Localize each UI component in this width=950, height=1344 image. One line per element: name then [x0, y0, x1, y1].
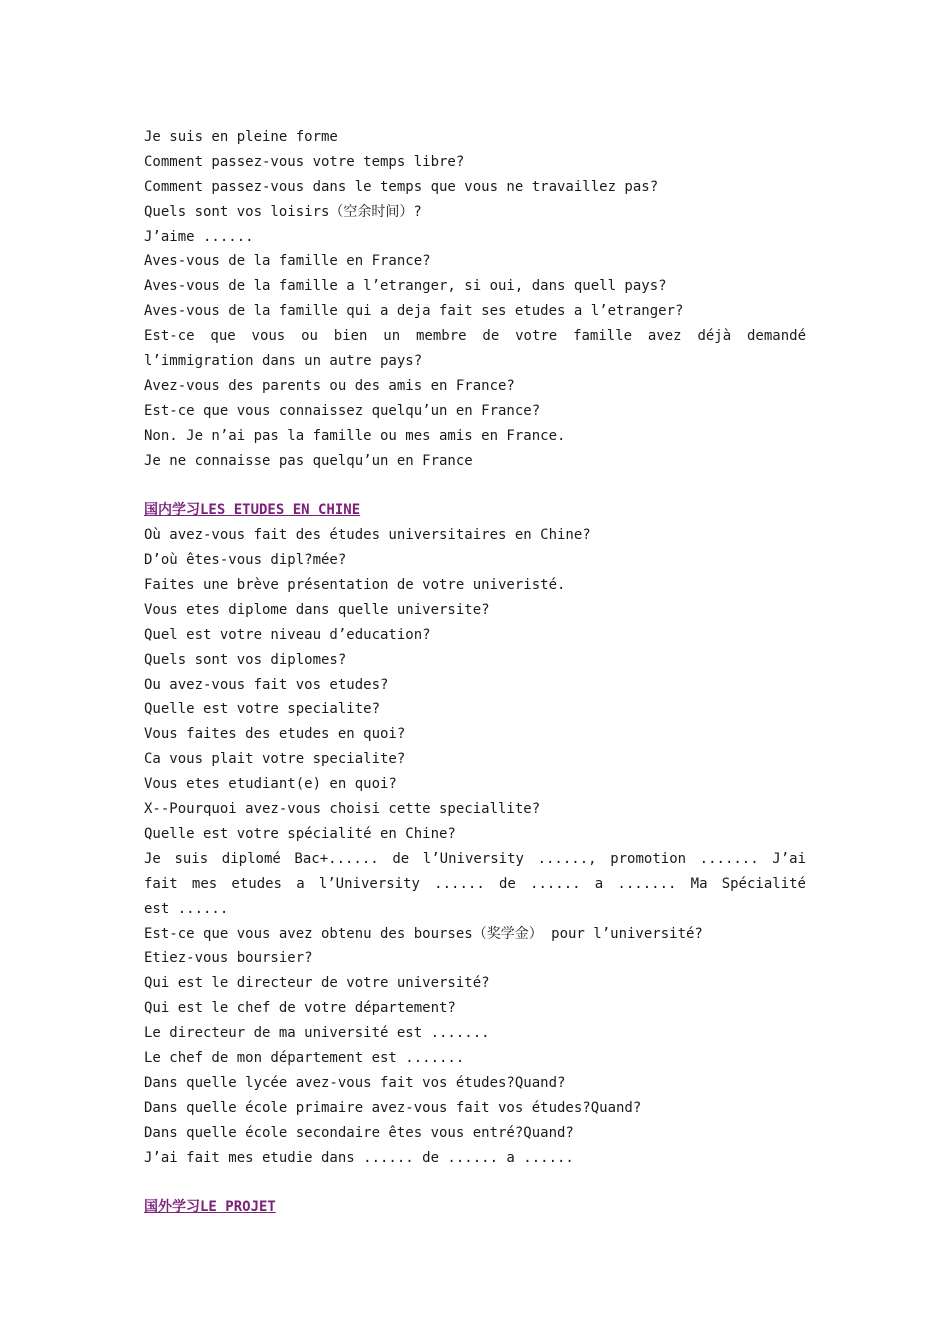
- text-line: Comment passez-vous votre temps libre?: [144, 153, 465, 170]
- text-line: Quelle est votre specialite?: [144, 701, 381, 718]
- text-line: Je suis en pleine forme: [144, 129, 338, 145]
- text-line: Vous faites des etudes en quoi?: [144, 726, 406, 743]
- text-line: Ou avez-vous fait vos etudes?: [144, 676, 389, 693]
- text-line: Quels sont vos diplomes?: [144, 651, 347, 668]
- text-line: Ca vous plait votre specialite?: [144, 751, 406, 768]
- section-personal: [144, 125, 806, 473]
- text-line: Je suis diplomé Bac+...... de l’University ......, promotion ....... J’ai: [144, 850, 806, 867]
- text-line: Est-ce que vous ou bien un membre de votre famille avez déjà demandé: [144, 328, 806, 345]
- section-studies-china: [144, 498, 806, 1170]
- section-heading-link[interactable]: 国内学习LES ETUDES EN CHINE: [144, 502, 361, 519]
- section-project: [144, 1195, 806, 1220]
- paragraph-spacer: [144, 473, 806, 498]
- section-heading-link[interactable]: 国外学习LE PROJET: [144, 1199, 276, 1216]
- text-line: Etiez-vous boursier?: [144, 950, 313, 967]
- text-line: Vous etes etudiant(e) en quoi?: [144, 776, 397, 793]
- paragraph-spacer: [144, 1170, 806, 1195]
- text-line: Non. Je n’ai pas la famille ou mes amis en France.: [144, 427, 566, 444]
- text-line: Qui est le directeur de votre université?: [144, 975, 490, 992]
- text-line: Faites une brève présentation de votre univeristé.: [144, 577, 566, 594]
- text-line: Dans quelle lycée avez-vous fait vos études?Quand?: [144, 1074, 566, 1091]
- text-line: Est-ce que vous connaissez quelqu’un en France?: [144, 402, 541, 419]
- text-line: Aves-vous de la famille a l’etranger, si oui, dans quell pays?: [144, 278, 667, 295]
- text-line: fait mes etudes a l’University ...... de ...... a ....... Ma Spécialité: [144, 875, 806, 892]
- text-line: Vous etes diplome dans quelle universite?: [144, 601, 490, 618]
- text-line: Dans quelle école primaire avez-vous fait vos études?Quand?: [144, 1099, 642, 1116]
- text-line: Comment passez-vous dans le temps que vous ne travaillez pas?: [144, 178, 659, 195]
- text-line: Quel est votre niveau d’education?: [144, 626, 431, 643]
- text-line: X--Pourquoi avez-vous choisi cette speciallite?: [144, 801, 541, 818]
- text-line: Avez-vous des parents ou des amis en France?: [144, 377, 515, 394]
- text-line: Qui est le chef de votre département?: [144, 1000, 456, 1017]
- document-page: [144, 125, 806, 1220]
- text-line: est ......: [144, 900, 229, 917]
- text-line: Quels sont vos loisirs（空余时间）?: [144, 203, 422, 220]
- text-line: Où avez-vous fait des études universitaires en Chine?: [144, 527, 591, 544]
- text-line: J’ai fait mes etudie dans ...... de ...... a ......: [144, 1149, 574, 1166]
- text-line: Dans quelle école secondaire êtes vous entré?Quand?: [144, 1124, 574, 1141]
- text-line: D’où êtes-vous dipl?mée?: [144, 552, 347, 569]
- text-line: Aves-vous de la famille qui a deja fait ses etudes a l’etranger?: [144, 303, 684, 320]
- text-line: Le chef de mon département est .......: [144, 1049, 465, 1066]
- text-line: Je ne connaisse pas quelqu’un en France: [144, 452, 473, 469]
- text-line: l’immigration dans un autre pays?: [144, 353, 423, 370]
- text-line: Est-ce que vous avez obtenu des bourses（奖学金） pour l’université?: [144, 925, 703, 942]
- text-line: Le directeur de ma université est .......: [144, 1025, 490, 1042]
- text-line: J’aime ......: [144, 228, 254, 245]
- text-line: Aves-vous de la famille en France?: [144, 253, 431, 270]
- text-line: Quelle est votre spécialité en Chine?: [144, 825, 456, 842]
